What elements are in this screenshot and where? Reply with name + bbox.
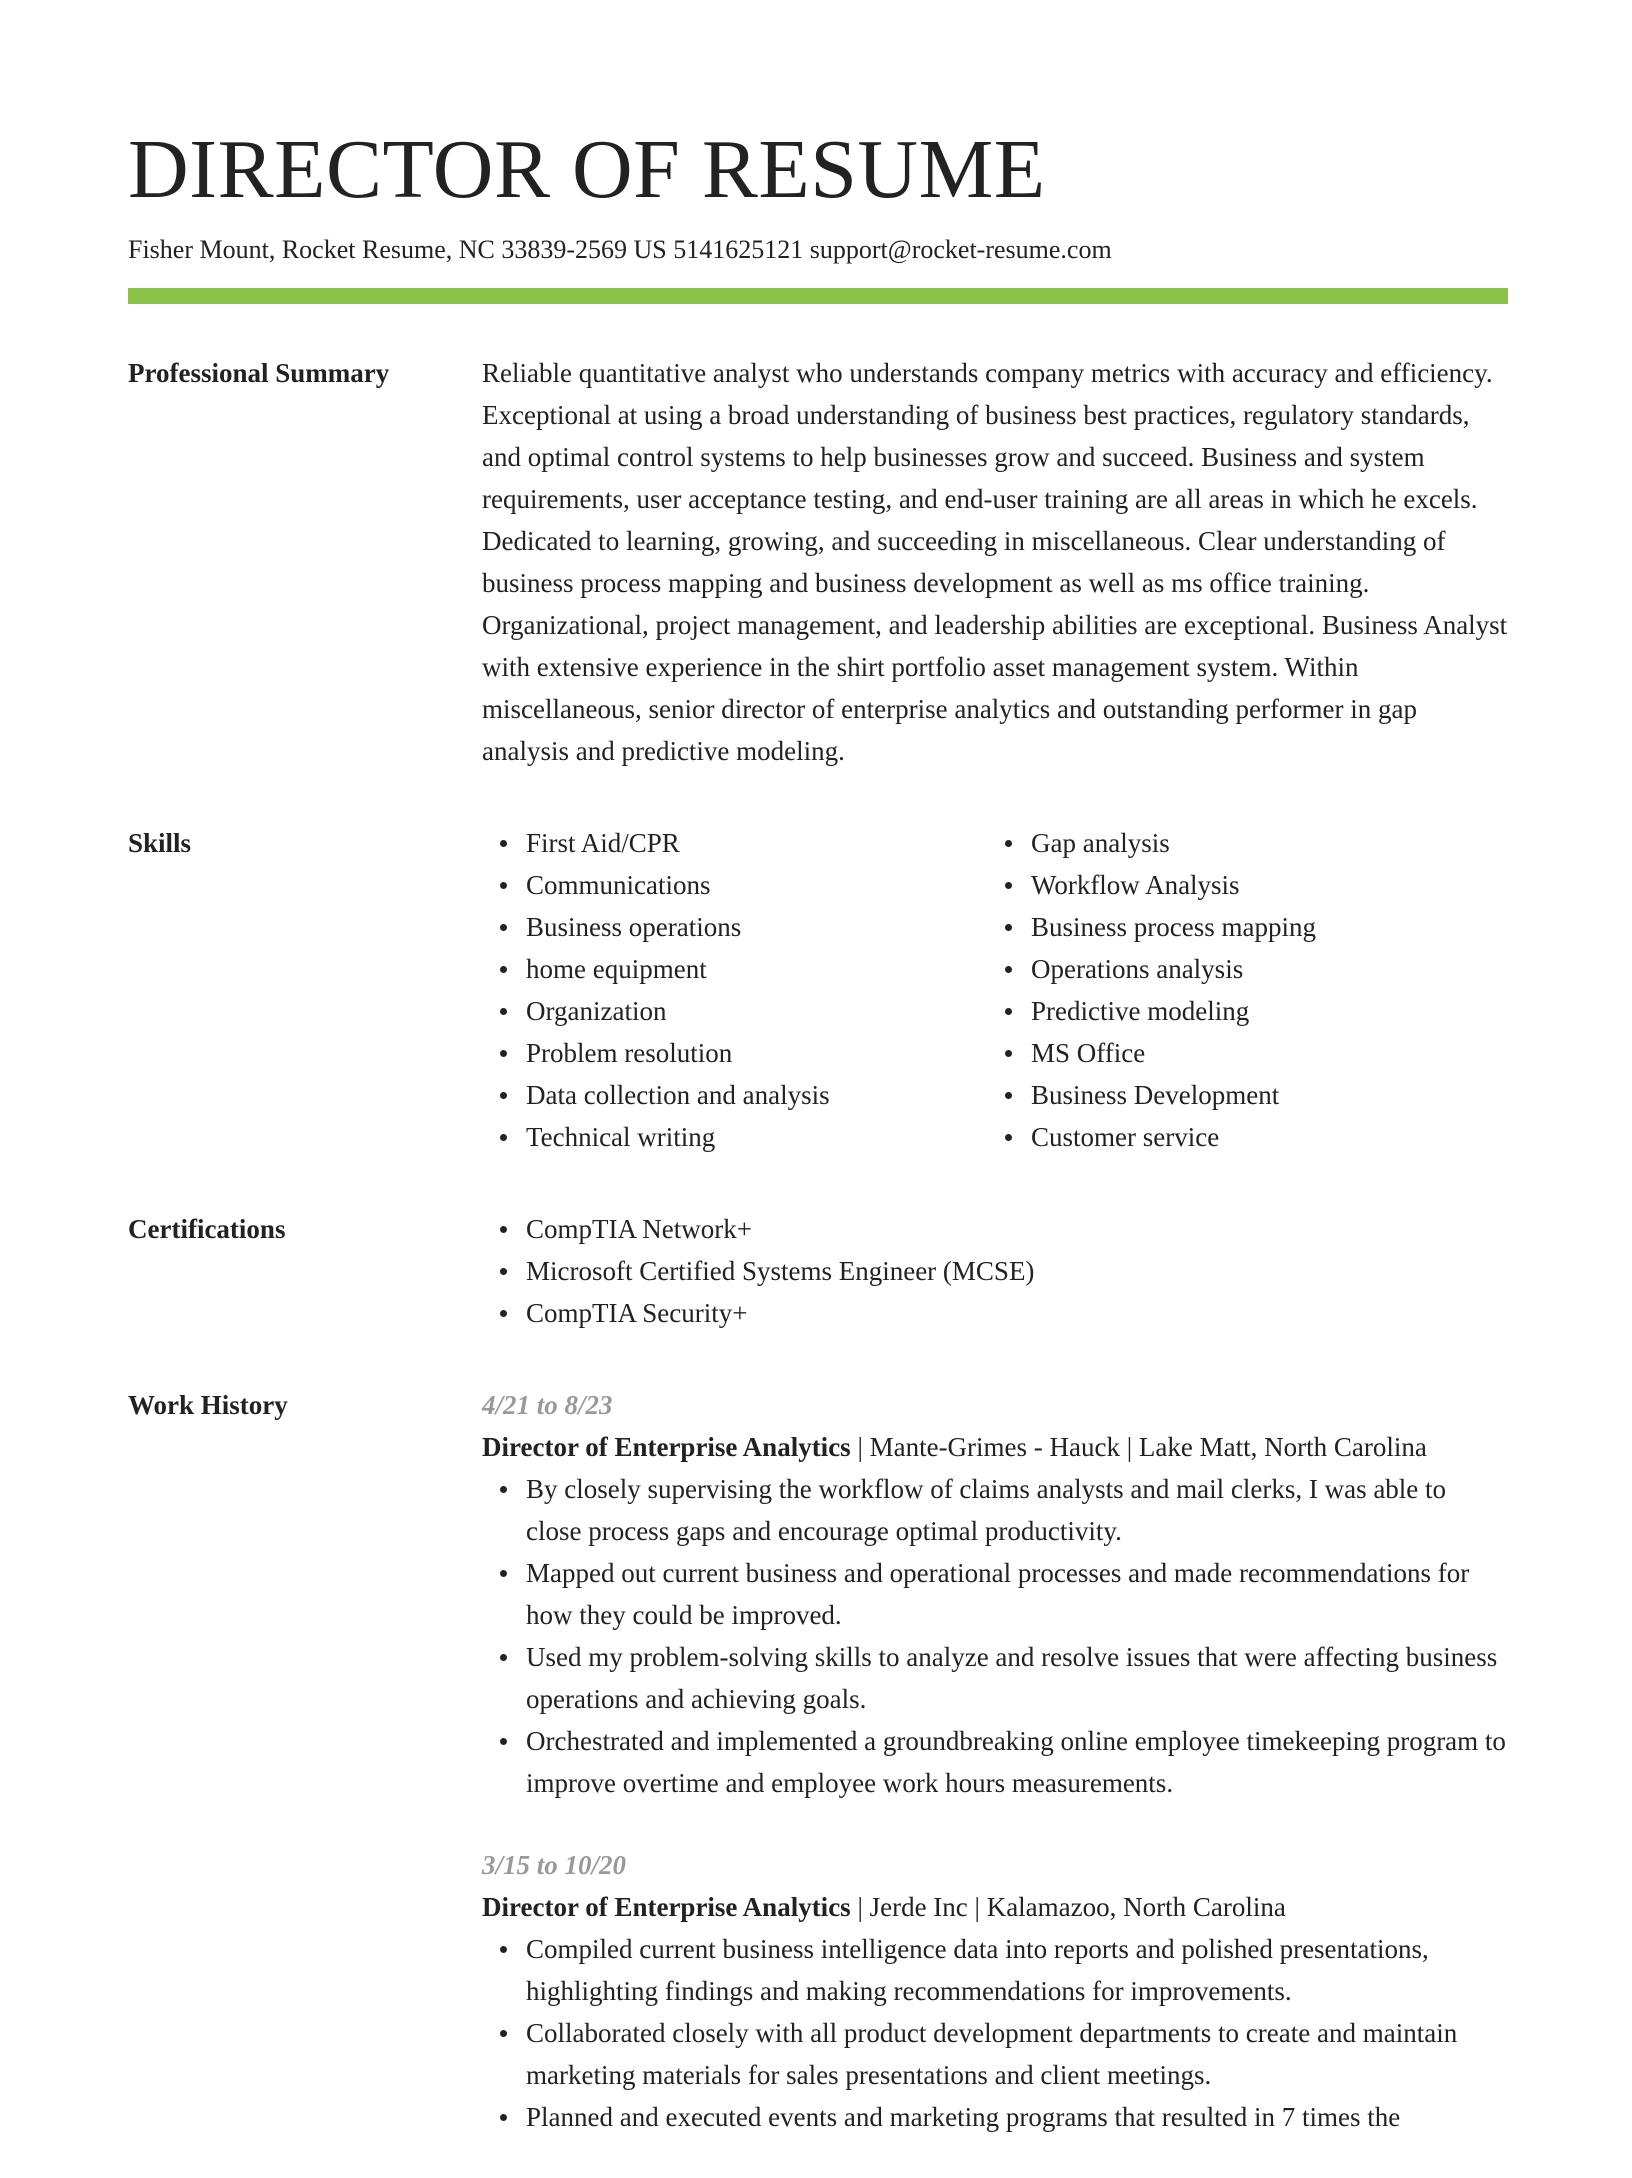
job-bullet: By closely supervising the workflow of claims analysts and mail clerks, I was able to close process gaps and encourage optimal productivity. [526,1468,1508,1552]
work-history-section [128,1384,1508,2178]
skill-item: Operations analysis [1031,948,1492,990]
certification-item: Microsoft Certified Systems Engineer (MCSE) [526,1250,1508,1292]
skills-list-right [987,822,1492,1158]
resume-name: DIRECTOR OF RESUME [128,123,1046,216]
summary-text: Reliable quantitative analyst who understands company metrics with accuracy and efficiency. Exceptional at using a broad understanding of business best practices, regulatory standards, and optimal control systems to help businesses grow and succeed. Business and system requirements, user acceptance testing, and end-user training are all areas in which he excels. Dedicated to learning, growing, and succeeding in miscellaneous. Clear understanding of business process mapping and business development as well as ms office training. Organizational, project management, and leadership abilities are exceptional. Business Analyst with extensive experience in the shirt portfolio asset management system. Within miscellaneous, senior director of enterprise analytics and outstanding performer in gap analysis and predictive modeling. [482,358,1508,766]
job-title-line [482,1426,1508,1468]
skill-item: home equipment [526,948,987,990]
accent-divider [128,288,1508,304]
job-entry [482,1844,1508,2138]
job-dates: 3/15 to 10/20 [482,1850,627,1880]
skill-item: Communications [526,864,987,906]
skills-heading: Skills [128,828,192,858]
job-dates: 4/21 to 8/23 [482,1390,613,1420]
resume-page [128,118,1508,2178]
job-bullet: Orchestrated and implemented a groundbreaking online employee timekeeping program to improve overtime and employee work hours measurements. [526,1720,1508,1804]
job-bullet: Collaborated closely with all product development departments to create and maintain marketing materials for sales presentations and client meetings. [526,2012,1508,2096]
skill-item: Workflow Analysis [1031,864,1492,906]
skill-item: Business Development [1031,1074,1492,1116]
job-bullets [482,1928,1508,2138]
skill-item: Business operations [526,906,987,948]
summary-section [128,352,1508,772]
job-bullet: Used my problem-solving skills to analyze and resolve issues that were affecting business operations and achieving goals. [526,1636,1508,1720]
certifications-list [482,1208,1508,1334]
job-title: Director of Enterprise Analytics [482,1892,851,1922]
certifications-heading: Certifications [128,1214,286,1244]
certification-item: CompTIA Security+ [526,1292,1508,1334]
job-details: | Mante-Grimes - Hauck | Lake Matt, North Carolina [850,1432,1427,1462]
skill-item: Data collection and analysis [526,1074,987,1116]
skill-item: MS Office [1031,1032,1492,1074]
job-entry [482,1384,1508,1804]
job-bullet: Compiled current business intelligence data into reports and polished presentations, highlighting findings and making recommendations for improvements. [526,1928,1508,2012]
job-title-line [482,1886,1508,1928]
skill-item: Business process mapping [1031,906,1492,948]
skill-item: Technical writing [526,1116,987,1158]
skills-section [128,822,1508,1158]
certification-item: CompTIA Network+ [526,1208,1508,1250]
skill-item: Organization [526,990,987,1032]
skills-list-left [482,822,987,1158]
job-bullets [482,1468,1508,1804]
contact-line: Fisher Mount, Rocket Resume, NC 33839-2569 US 5141625121 support@rocket-resume.com [128,235,1112,264]
summary-heading: Professional Summary [128,358,390,388]
skill-item: Predictive modeling [1031,990,1492,1032]
job-title: Director of Enterprise Analytics [482,1432,851,1462]
skill-item: Problem resolution [526,1032,987,1074]
work-history-heading: Work History [128,1390,288,1420]
skill-item: First Aid/CPR [526,822,987,864]
skill-item: Customer service [1031,1116,1492,1158]
job-bullet: Mapped out current business and operational processes and made recommendations for how they could be improved. [526,1552,1508,1636]
job-details: | Jerde Inc | Kalamazoo, North Carolina [850,1892,1286,1922]
job-bullet: Planned and executed events and marketing programs that resulted in 7 times the [526,2096,1508,2138]
skill-item: Gap analysis [1031,822,1492,864]
certifications-section [128,1208,1508,1334]
